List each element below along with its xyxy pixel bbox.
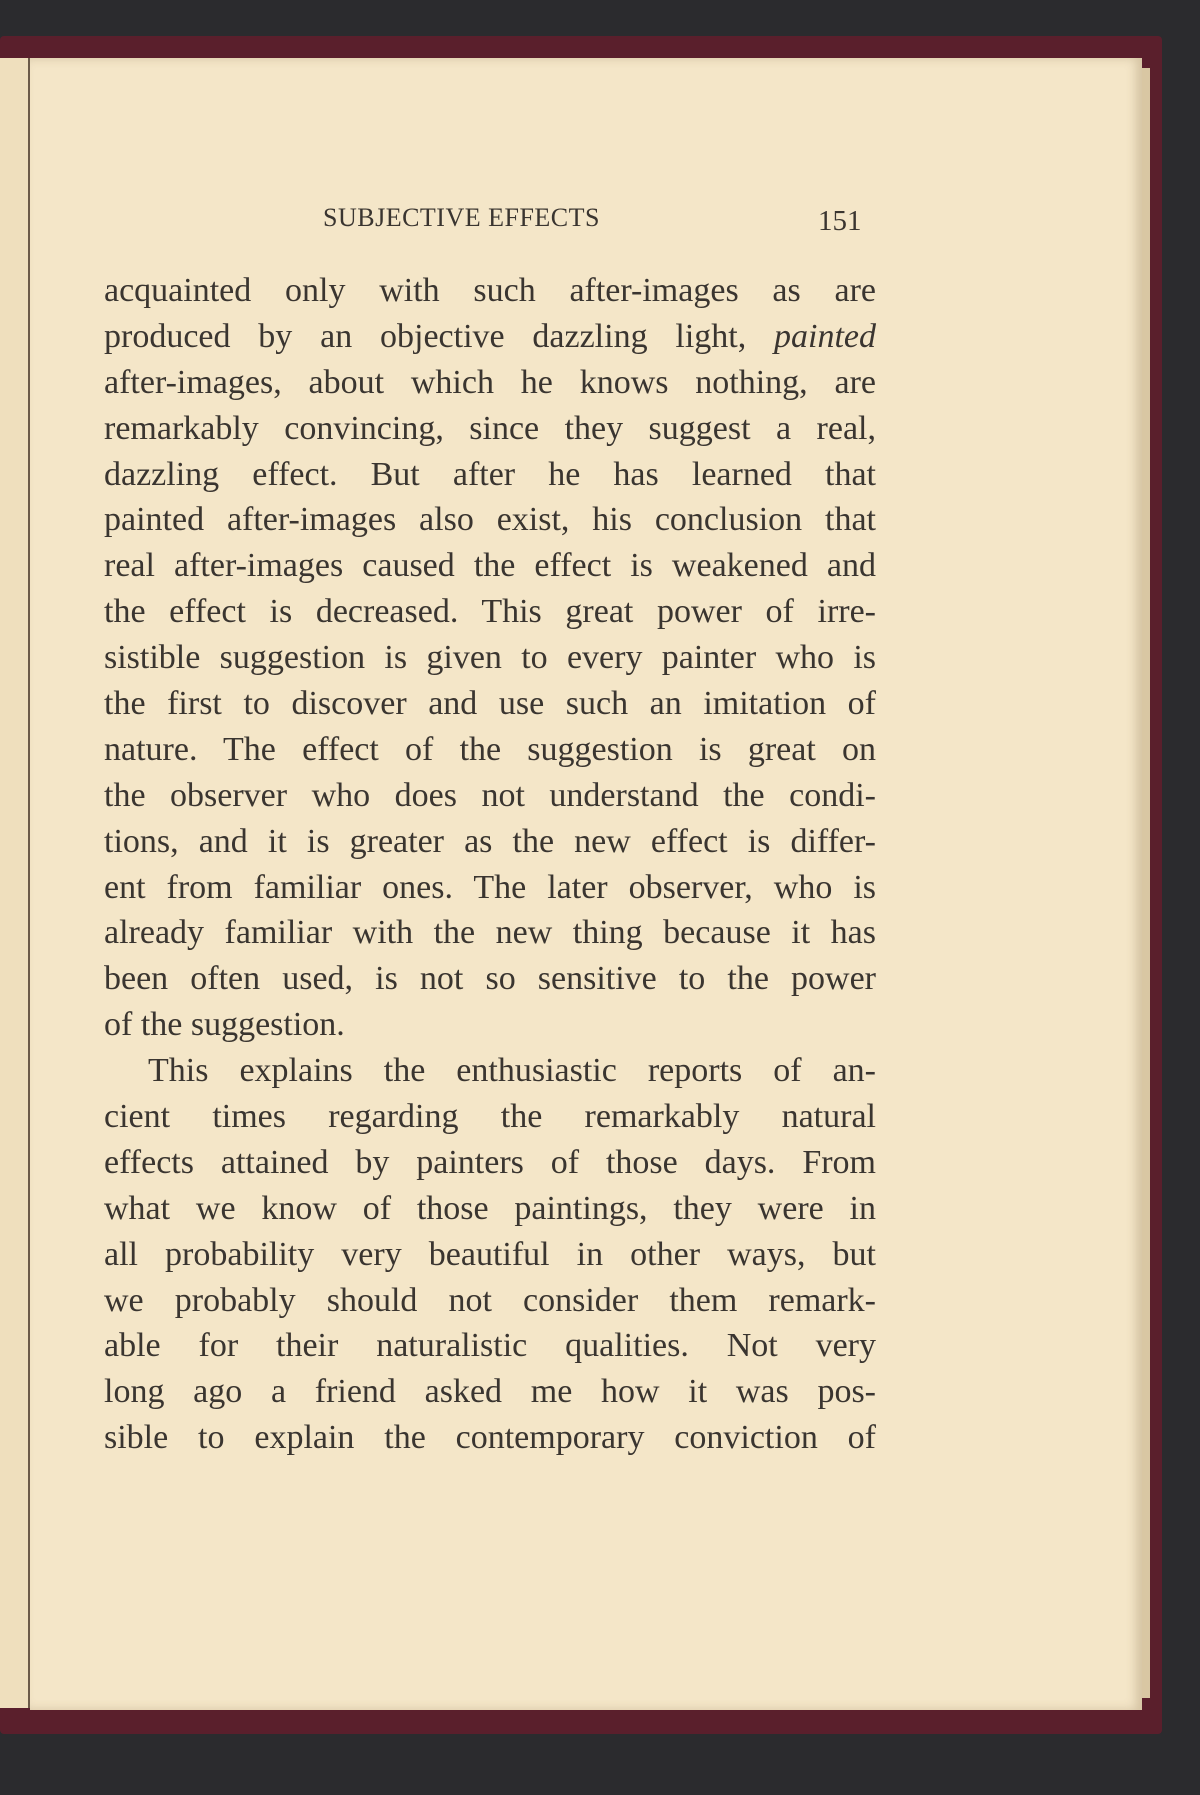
text-line: tions, and it is greater as the new effect is differ- — [104, 822, 876, 860]
body-text — [104, 268, 876, 1461]
text-line: effects attained by painters of those days. From — [104, 1143, 876, 1181]
text-line: real after-images caused the effect is weakened and — [104, 547, 876, 585]
italic-word: painted — [774, 317, 877, 355]
text-line: dazzling effect. But after he has learned that — [104, 455, 876, 493]
text-line — [104, 314, 876, 360]
text-line: long ago a friend asked me how it was pos- — [104, 1373, 876, 1411]
text-line: what we know of those paintings, they were in — [104, 1189, 876, 1227]
text-line: of the suggestion. — [104, 1006, 345, 1044]
previous-page-edge — [0, 58, 30, 1708]
text-line: the effect is decreased. This great power of irre- — [104, 593, 876, 631]
text-line: the observer who does not understand the condi- — [104, 776, 876, 814]
page-number: 151 — [818, 205, 862, 237]
text-line: sistible suggestion is given to every painter who is — [104, 639, 876, 677]
text-line: sible to explain the contemporary conviction of — [104, 1419, 876, 1457]
page-edges — [1142, 68, 1150, 1698]
text-line: This explains the enthusiastic reports of an- — [148, 1052, 876, 1090]
text-line: able for their naturalistic qualities. Not very — [104, 1327, 876, 1365]
text-line: remarkably convincing, since they suggest a real, — [104, 409, 876, 447]
text-segment: produced by an objective dazzling light, — [104, 317, 747, 355]
text-line: painted after-images also exist, his conclusion that — [104, 501, 876, 539]
text-line: already familiar with the new thing because it has — [104, 914, 876, 952]
text-line: the first to discover and use such an imitation of — [104, 685, 876, 723]
text-line: ent from familiar ones. The later observer, who is — [104, 868, 876, 906]
text-line: all probability very beautiful in other ways, but — [104, 1235, 876, 1273]
text-line: been often used, is not so sensitive to the power — [104, 960, 876, 998]
running-title: SUBJECTIVE EFFECTS — [323, 203, 600, 232]
text-line: we probably should not consider them remark- — [104, 1281, 876, 1319]
text-line: nature. The effect of the suggestion is great on — [104, 730, 876, 768]
text-line: acquainted only with such after-images as are — [104, 272, 876, 309]
text-line: cient times regarding the remarkably natural — [104, 1098, 876, 1136]
text-line: after-images, about which he knows nothing, are — [104, 363, 876, 401]
